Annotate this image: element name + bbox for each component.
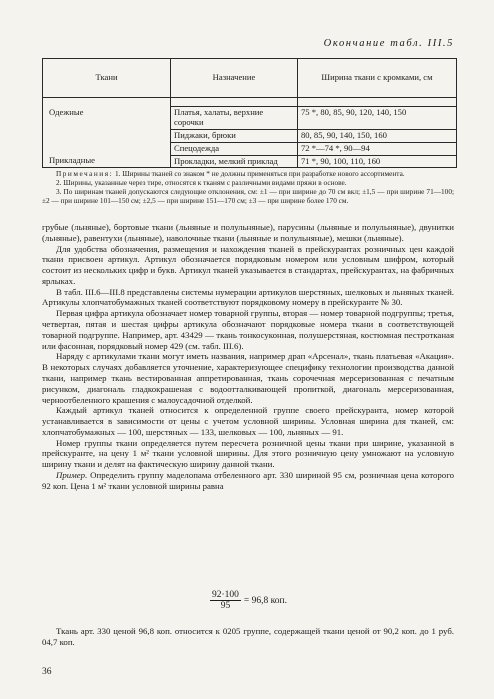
fabric-group-cell xyxy=(43,129,171,142)
purpose-cell: Спецодежда xyxy=(171,142,298,155)
note-3: 3. По ширинам тканей допускаются следующие отклонения, см: ±1 — при ширине до 70 см вкл; ±1,5 — при ширине 71—100; ±2 — при ширине 101—150 см; ±2,5 — при ширине 151—170 см; ±3 — при ширине более 170 см. xyxy=(42,186,454,205)
running-head: Окончание табл. III.5 xyxy=(323,38,454,49)
fraction xyxy=(210,590,241,611)
fraction-numerator: 92·100 xyxy=(212,590,239,600)
paragraph: Номер группы ткани определяется путем пересчета розничной цены ткани при ширине, указанной в прейскуранте, на цену 1 м² ткани условной ширины. Для этого розничную цену умножают на условную ширину ткани и делят на фактическую ширину данной ткани. xyxy=(42,437,454,470)
column-header-fabrics: Ткани xyxy=(43,59,171,98)
table-header-row xyxy=(43,59,457,98)
conclusion-text xyxy=(42,626,454,648)
purpose-cell: Платья, халаты, верхние сорочки xyxy=(171,107,298,130)
width-cell: 72 *—74 *, 90—94 xyxy=(298,142,457,155)
paragraph: Каждый артикул тканей относится к определенной группе своего прейскуранта, номер которой устанавливается в зависимости от цены с учетом условной ширины. Условная ширина для тканей, см: хлопчатобумажных — 100, шерстяных — 133, шелковых — 100, льняных — 91. xyxy=(42,405,454,437)
table-row xyxy=(43,155,457,168)
table-row xyxy=(43,98,457,107)
purpose-cell: Пиджаки, брюки xyxy=(171,129,298,142)
paragraph: грубые (льняные), бортовые ткани (льняные и полульняные), парусины (льняные и полульняные), двунитки (льняные), равентухи (льняные), наволочные ткани (льняные и полульняные), мешки (льняные). xyxy=(42,222,454,243)
fraction-denominator: 95 xyxy=(220,601,231,611)
width-cell: 80, 85, 90, 140, 150, 160 xyxy=(298,129,457,142)
formula-result: = 96,8 коп. xyxy=(243,595,287,606)
fabric-group-cell xyxy=(43,142,171,155)
width-cell: 75 *, 80, 85, 90, 120, 140, 150 xyxy=(298,107,457,130)
notes-label: Примечания: xyxy=(56,169,114,178)
paragraph: Ткань арт. 330 ценой 96,8 коп. относится к 0205 группе, содержащей ткани ценой от 90,2 коп. до 1 руб. 04,7 коп. xyxy=(42,626,454,647)
paragraph: Первая цифра артикула обозначает номер товарной группы, вторая — номер товарной подгруппы; третья, четвертая, пятая и шестая цифры артикула обозначают порядковые номера ткани в соответствующей товарной подгруппе. Например, арт. 43429 — ткань тонкосуконная, полушерстяная, костюмная пестротканая или фасонная, порядковый номер 429 (см. табл. III.6). xyxy=(42,308,454,351)
note-2: 2. Ширины, указанные через тире, относятся к тканям с различными видами пряжи в основе. xyxy=(56,177,347,187)
price-formula xyxy=(210,590,287,611)
note-1: Примечания: 1. Ширины тканей со знаком * не должны применяться при разработке нового ассортимента. xyxy=(56,169,405,178)
example-label: Пример. xyxy=(56,469,88,480)
column-header-width: Ширина ткани с кромками, см xyxy=(298,59,457,98)
column-header-purpose: Назначение xyxy=(171,59,298,98)
body-text xyxy=(42,222,454,492)
example-paragraph: Пример. Определить группу маделопама отбеленного арт. 330 шириной 95 см, розничная цена которого 92 коп. Цена 1 м² ткани условной ширины равна xyxy=(42,469,454,491)
paragraph: Наряду с артикулами ткани могут иметь названия, например драп «Арсенал», ткань платьевая «Акация». В некоторых случаях добавляется уточнение, характеризующее специфику технологии производства данной ткани, например ткань вестированная аппретированная, ткань сорочечная мерсеризованная с печатным рисунком, диагональ гладкокрашеная с водоотталкивающей пропиткой, диагональ мерсеризованная, черноотбеленного крашения с малоусадочной отделкой. xyxy=(42,351,454,405)
paragraph: Для удобства обозначения, размещения и нахождения тканей в прейскурантах розничных цен каждой ткани присвоен артикул. Артикул обозначается порядковым номером или условным шифром, который состоит из нескольких цифр и букв. Артикул тканей указывается в стандартах, прейскурантах, на фабричных ярлыках. xyxy=(42,243,454,286)
fabric-group-cell: Прикладные xyxy=(43,155,171,168)
fabric-width-table xyxy=(42,58,457,168)
paragraph: В табл. III.6—III.8 представлены системы нумерации артикулов шерстяных, шелковых и льняных тканей. Артикулы хлопчатобумажных тканей соответствуют порядковому номеру в прейскуранте № 30. xyxy=(42,286,454,308)
width-cell: 71 *, 90, 100, 110, 160 xyxy=(298,155,457,168)
table-notes xyxy=(42,170,454,206)
table-row xyxy=(43,107,457,130)
table-row xyxy=(43,142,457,155)
page-number: 36 xyxy=(42,667,52,677)
table-row xyxy=(43,129,457,142)
purpose-cell: Прокладки, мелкий приклад xyxy=(171,155,298,168)
fabric-group-cell: Одежные xyxy=(43,107,171,130)
